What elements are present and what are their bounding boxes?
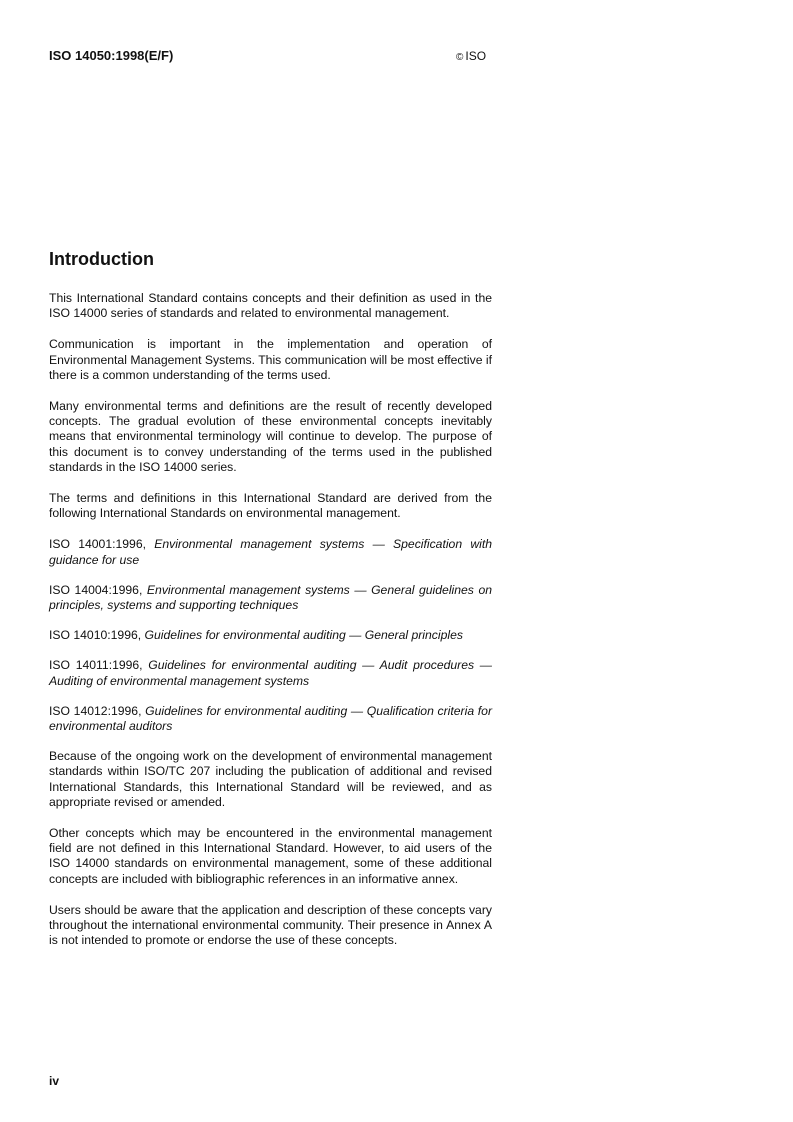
section-title: Introduction: [49, 249, 154, 269]
paragraph-ongoing-work: Because of the ongoing work on the development of environmental management standards within ISO/TC 207 including the publication of additional and revised International Standards, this International Standard will be reviewed, and as appropriate revised or amended.: [49, 749, 492, 809]
introduction-body: [49, 291, 492, 965]
reference-iso-14001: [49, 537, 492, 567]
reference-iso-14010: [49, 628, 492, 643]
copyright-notice: [456, 49, 486, 63]
copyright-holder: ISO: [465, 49, 487, 63]
document-id: ISO 14050:1998(E/F): [49, 48, 174, 63]
reference-title: Environmental management systems — General guidelines on principles, systems and supporting techniques: [49, 582, 492, 613]
reference-code: ISO 14012:1996,: [49, 703, 142, 718]
reference-title: Guidelines for environmental auditing — Audit procedures — Auditing of environmental management systems: [49, 658, 492, 688]
reference-code: ISO 14004:1996,: [49, 582, 143, 597]
reference-iso-14004: [49, 583, 492, 613]
copyright-symbol: ©: [456, 52, 464, 63]
paragraph-users-aware: Users should be aware that the application and description of these concepts vary throughout the international environmental community. Their presence in Annex A is not intended to promote or endorse the use of these concepts.: [49, 902, 492, 948]
paragraph-other-concepts: Other concepts which may be encountered in the environmental management field are not defined in this International Standard. However, to aid users of the ISO 14000 standards on environmental management, some of these additional concepts are included with bibliographic references in an informative annex.: [49, 826, 492, 886]
paragraph-evolution: Many environmental terms and definitions are the result of recently developed concepts. The gradual evolution of these environmental concepts inevitably means that environmental terminology will continue to develop. The purpose of this document is to convey understanding of the terms used in the published standards in the ISO 14000 series.: [49, 399, 492, 474]
paragraph-derived-from: The terms and definitions in this International Standard are derived from the following International Standards on environmental management.: [49, 491, 492, 521]
reference-title: Environmental management systems — Specification with guidance for use: [49, 537, 492, 567]
reference-iso-14011: [49, 658, 492, 688]
reference-code: ISO 14010:1996,: [49, 628, 142, 643]
reference-code: ISO 14001:1996,: [49, 537, 146, 552]
reference-title: Guidelines for environmental auditing — General principles: [144, 628, 463, 643]
reference-code: ISO 14011:1996,: [49, 658, 143, 673]
reference-iso-14012: [49, 704, 492, 734]
page-number: iv: [49, 1074, 60, 1088]
reference-title: Guidelines for environmental auditing — Qualification criteria for environmental auditors: [49, 703, 492, 734]
paragraph-communication: Communication is important in the implementation and operation of Environmental Management Systems. This communication will be most effective if there is a common understanding of the terms used.: [49, 337, 492, 382]
paragraph-scope: This International Standard contains concepts and their definition as used in the ISO 14000 series of standards and related to environmental management.: [49, 291, 492, 321]
